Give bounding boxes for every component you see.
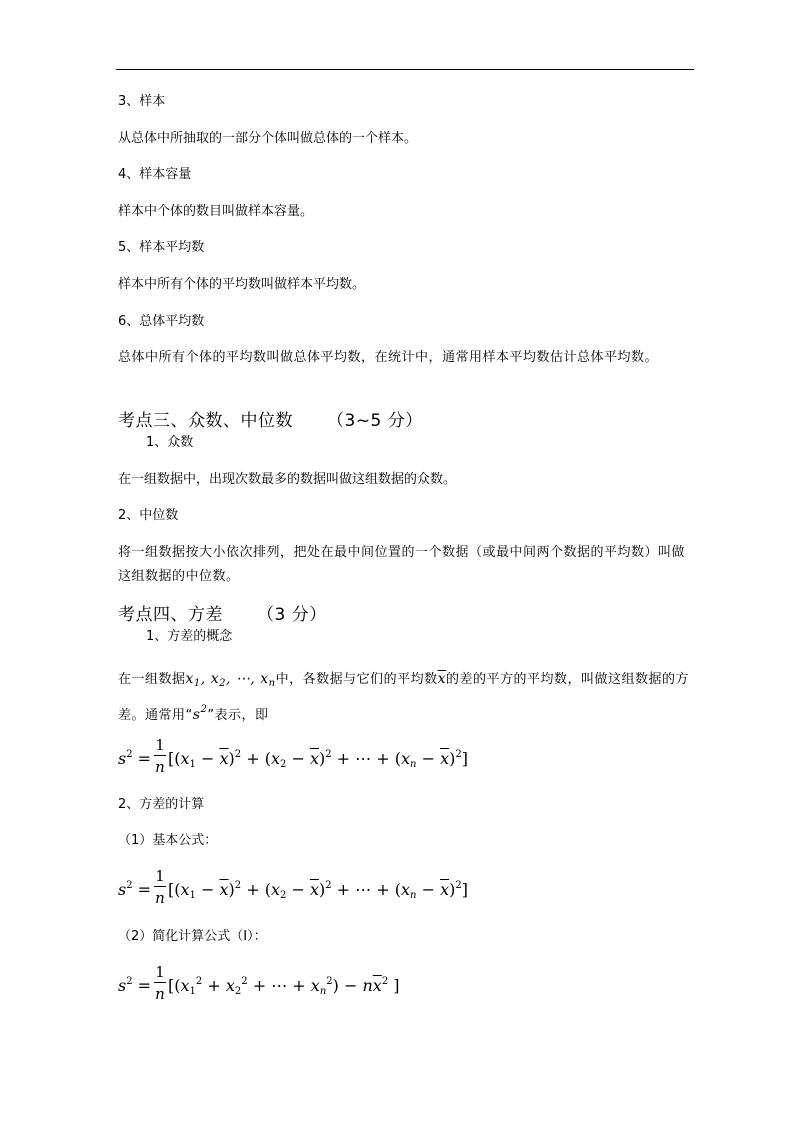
header-rule (116, 69, 694, 70)
kp4-points: （3 分） (257, 605, 327, 625)
variance-calc-heading: 2、方差的计算 (118, 797, 205, 812)
mean-symbol: $\overline{x}$ (437, 671, 447, 687)
variance-text-4: ”表示，即 (207, 708, 269, 723)
variance-definition (118, 666, 694, 729)
kp3-points: （3~5 分） (327, 411, 423, 431)
section-5-text: 样本中所有个体的平均数叫做样本平均数。 (118, 277, 366, 292)
variance-text-3: 的差的平方的平均数，叫做这组数据的方差。通常用“ (118, 672, 690, 723)
mode-heading: 1、众数 (146, 435, 194, 450)
variance-text-1: 在一组数据 (118, 672, 186, 687)
variance-symbol: $s^2$ (192, 704, 208, 723)
section-3-text: 从总体中所抽取的一部分个体叫做总体的一个样本。 (118, 131, 418, 146)
kp4-title: 考点四、方差 (118, 605, 223, 625)
document-page: 3、样本 从总体中所抽取的一部分个体叫做总体的一个样本。 4、样本容量 样本中个体的数目叫做样本容量。 5、样本平均数 样本中所有个体的平均数叫做样本平均数。 6、总体平均数 总体中所有个体的平均数叫做总体平均数，在统计中，通常用样本平均数估计总体平均数。 考点三、众数、中位数 （3~5 分） 1、众数 在一组数据中，出现次数最多的数据叫做这组数据的众数。 2、中位数 将一组数据按大小依次排列，把处在最中间位置的一个数据（或最中间两个数据的平均数）叫做这组数据的中位数。 考点四、方差 （3 分） 1、方差的概念 在一组数据$x_1$, $x_2$, ⋯, $x_n$中，各数据与它们的平均数$\overline{x}$的差的平方的平均数，叫做这组数据的方差。通常用“$s^2$”表示，即 $s^2$ = 1 n [$(x_1 - \overline{x})^2 + (x_2 - \overline{x})^2$ + ⋯ + $(x_n - \overline{x})^2$] 2、方差的计算 （1）基本公式： $s^2$ = 1 n [$(x_1 - \overline{x})^2 + (x_2 - \overline{x})^2$ + ⋯ + $(x_n - \overline{x})^2$] （2）简化计算公式（Ⅰ）： $s^2$ = 1 n [($x_1^2 + x_2^2$ + ⋯ + $x_n^2) - n\overline{x}^2$ ] (0, 0, 793, 1122)
section-4-heading: 4、样本容量 (118, 167, 192, 182)
section-6-text: 总体中所有个体的平均数叫做总体平均数，在统计中，通常用样本平均数估计总体平均数。 (118, 350, 659, 365)
section-4-text: 样本中个体的数目叫做样本容量。 (118, 204, 314, 219)
data-list-formula: $x_1$, $x_2$, ⋯, $x_n$ (185, 671, 276, 689)
section-5-heading: 5、样本平均数 (118, 240, 205, 255)
kp3-heading (118, 409, 423, 433)
section-6-heading: 6、总体平均数 (118, 314, 205, 329)
section-3-heading: 3、样本 (118, 94, 166, 109)
median-heading: 2、中位数 (118, 508, 179, 523)
kp3-title: 考点三、众数、中位数 (118, 411, 293, 431)
basic-formula-label: （1）基本公式： (118, 833, 218, 848)
mode-text: 在一组数据中，出现次数最多的数据叫做这组数据的众数。 (118, 472, 457, 487)
kp4-heading (118, 603, 327, 627)
variance-concept-heading: 1、方差的概念 (146, 629, 233, 644)
median-text: 将一组数据按大小依次排列，把处在最中间位置的一个数据（或最中间两个数据的平均数）叫做这组数据的中位数。 (118, 545, 686, 584)
variance-text-2: 中，各数据与它们的平均数 (275, 672, 438, 687)
simplified-formula-label: （2）简化计算公式（Ⅰ）： (118, 929, 267, 944)
